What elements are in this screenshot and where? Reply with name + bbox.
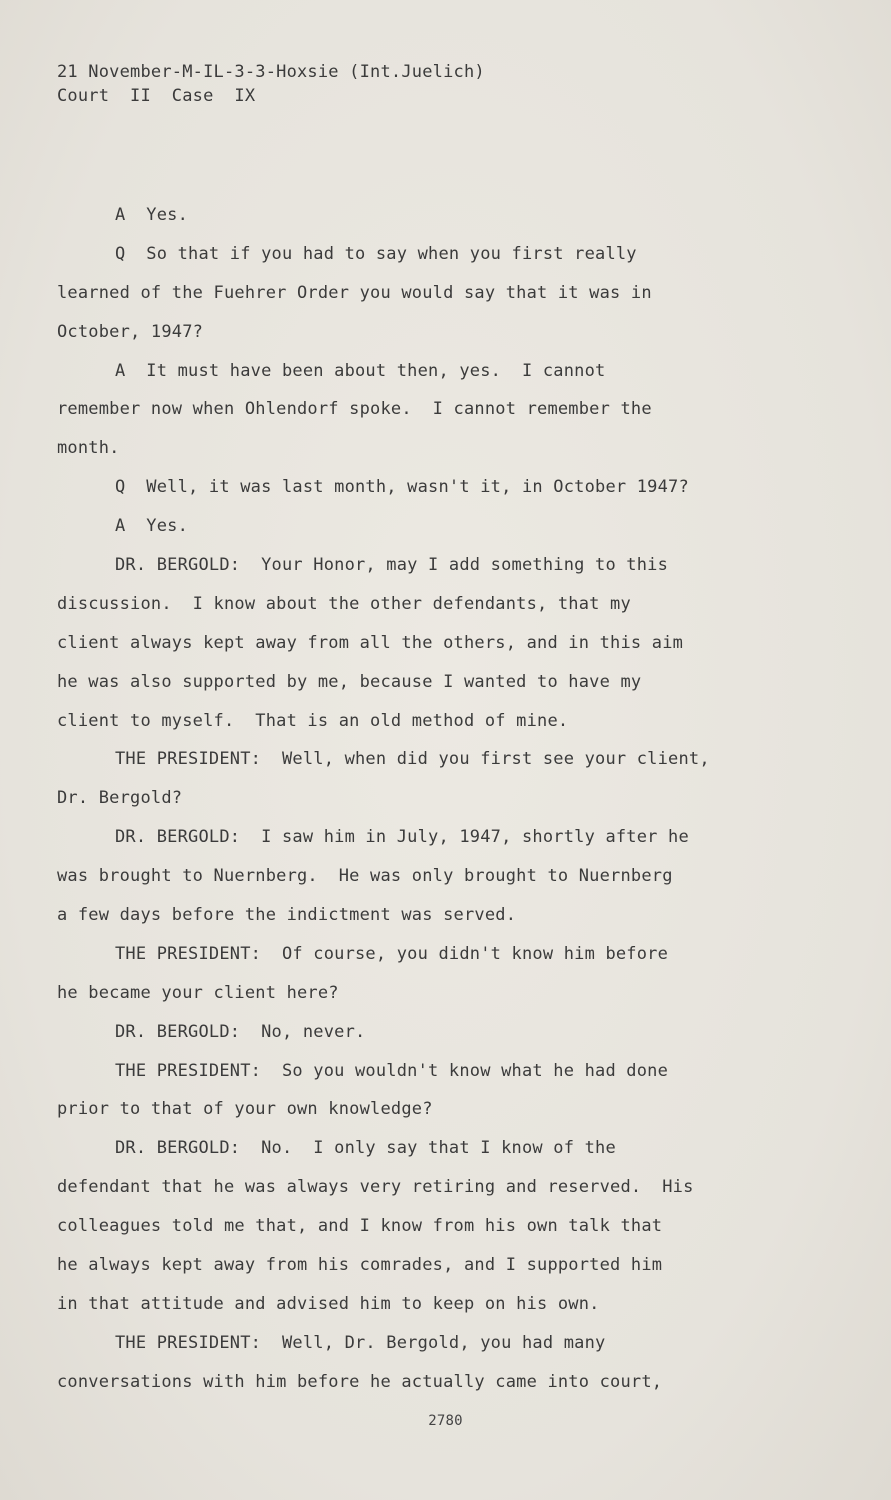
transcript-line: DR. BERGOLD: No, never. [115, 1021, 366, 1042]
transcript-line: October, 1947? [57, 321, 204, 342]
transcript-line: THE PRESIDENT: Of course, you didn't know him before [115, 943, 669, 964]
transcript-line: conversations with him before he actually came into court, [57, 1371, 663, 1392]
document-header [57, 60, 485, 108]
transcript-line: he was also supported by me, because I wanted to have my [57, 671, 642, 692]
transcript-line: THE PRESIDENT: Well, when did you first see your client, [115, 749, 710, 770]
transcript-line: month. [57, 438, 120, 459]
transcript-line: DR. BERGOLD: Your Honor, may I add something to this [115, 555, 669, 576]
transcript-line: client to myself. That is an old method of mine. [57, 710, 569, 731]
transcript-line: in that attitude and advised him to keep on his own. [57, 1293, 600, 1314]
transcript-line: A Yes. [115, 516, 189, 537]
transcript-line: A Yes. [115, 205, 189, 225]
transcript-line: prior to that of your own knowledge? [57, 1099, 433, 1120]
transcript-line: A It must have been about then, yes. I cannot [115, 360, 606, 381]
transcript-line: THE PRESIDENT: So you wouldn't know what he had done [115, 1060, 669, 1081]
transcript-line: Dr. Bergold? [57, 788, 183, 809]
header-session-line: 21 November-M-IL-3-3-Hoxsie (Int.Juelich) [57, 62, 485, 82]
transcript-line: colleagues told me that, and I know from his own talk that [57, 1216, 663, 1237]
header-court-line: Court II Case IX [57, 86, 256, 106]
transcript-line: THE PRESIDENT: Well, Dr. Bergold, you had many [115, 1332, 606, 1353]
transcript-line: Q So that if you had to say when you first really [115, 243, 637, 264]
transcript-line: learned of the Fuehrer Order you would say that it was in [57, 282, 652, 303]
transcript-body [57, 196, 787, 1402]
transcript-line: remember now when Ohlendorf spoke. I cannot remember the [57, 399, 652, 420]
page-number: 2780 [428, 1413, 463, 1429]
transcript-line: Q Well, it was last month, wasn't it, in October 1947? [115, 477, 689, 498]
transcript-line: client always kept away from all the others, and in this aim [57, 632, 684, 653]
transcript-line: discussion. I know about the other defendants, that my [57, 593, 631, 614]
transcript-line: he always kept away from his comrades, and I supported him [57, 1255, 663, 1276]
transcript-line: a few days before the indictment was served. [57, 905, 517, 926]
transcript-line: DR. BERGOLD: I saw him in July, 1947, shortly after he [115, 827, 689, 848]
transcript-line: DR. BERGOLD: No. I only say that I know of the [115, 1138, 616, 1159]
transcript-line: was brought to Nuernberg. He was only brought to Nuernberg [57, 866, 673, 887]
transcript-line: defendant that he was always very retiring and reserved. His [57, 1177, 694, 1198]
transcript-line: he became your client here? [57, 982, 339, 1003]
